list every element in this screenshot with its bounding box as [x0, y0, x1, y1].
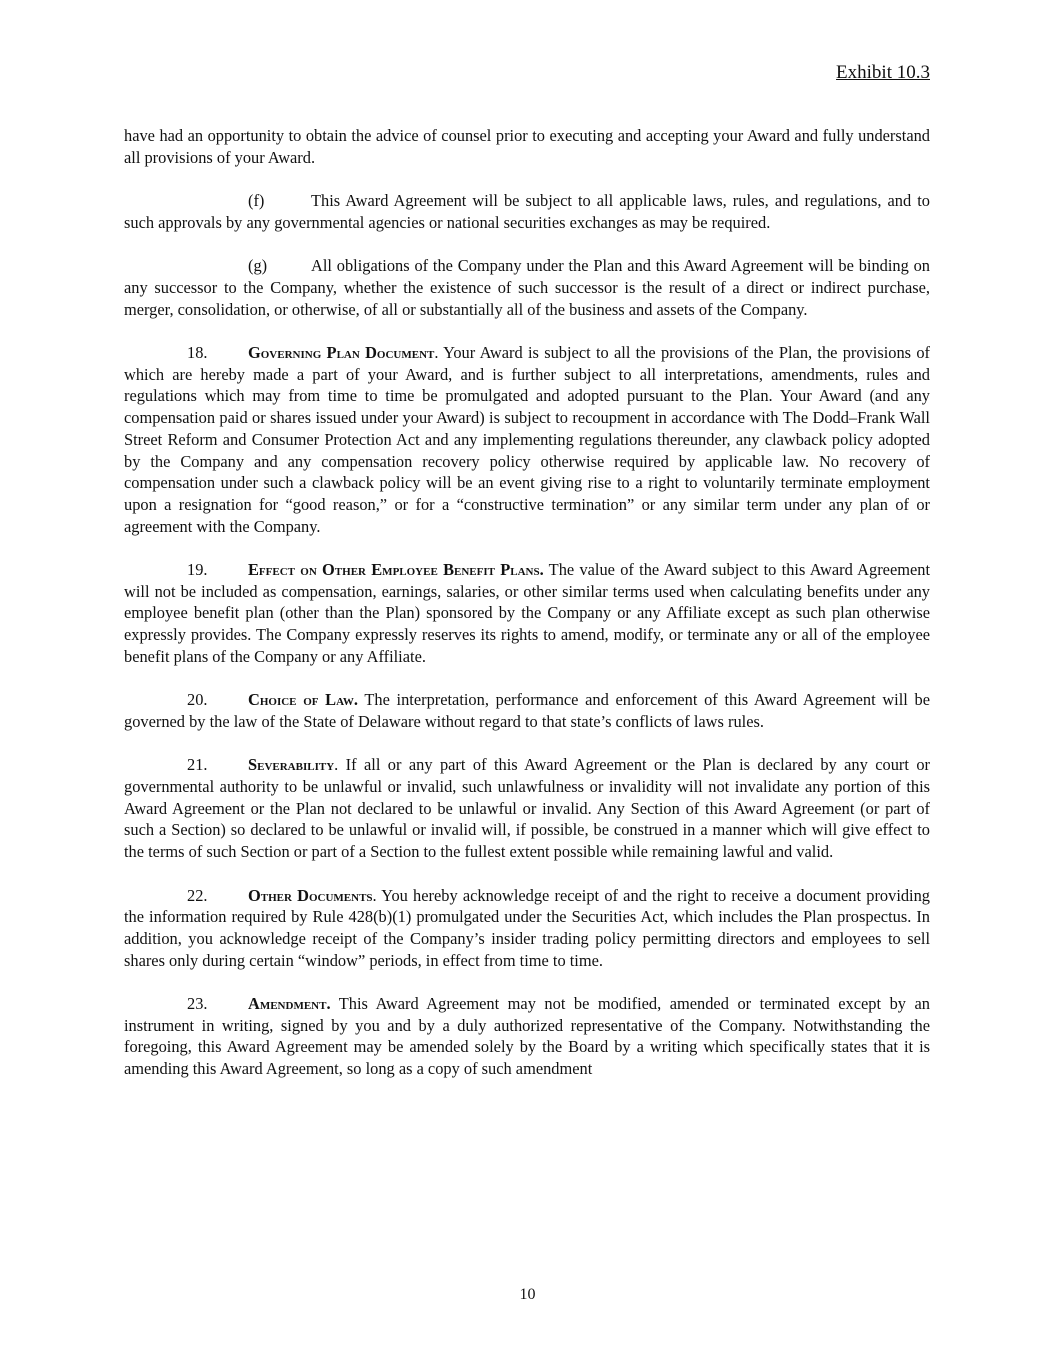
section-number: 22. — [187, 885, 208, 905]
paragraph-text: have had an opportunity to obtain the advice of counsel prior to executing and accepting your Award and fully understand all provisions of your Award. — [124, 126, 930, 167]
section-heading: Effect on Other Employee Benefit Plans. — [248, 560, 544, 579]
section-number: 20. — [187, 690, 208, 710]
section-20 — [124, 689, 930, 732]
section-number: 19. — [187, 560, 208, 579]
section-heading: Amendment. — [248, 994, 331, 1013]
section-text: . You hereby acknowledge receipt of and the right to receive a document providing the information required by Rule 428(b)(1) promulgated under the Securities Act, which includes the Plan prospectus. In addition, you acknowledge receipt of the Company’s insider trading policy permitting directors and employees to sell shares only during certain “window” periods, in effect from time to time. — [124, 885, 931, 970]
section-text: The interpretation, performance and enforcement of this Award Agreement will be governed by the law of the State of Delaware without regard to that state’s conflicts of laws rules. — [124, 690, 930, 731]
paragraph-text: All obligations of the Company under the Plan and this Award Agreement will be binding on any successor to the Company, whether the existence of such successor is the result of a direct or indirect purchase, merger, consolidation, or otherwise, of all or substantially all of the business and assets of the Company. — [124, 256, 930, 319]
paragraph-text: This Award Agreement will be subject to all applicable laws, rules, and regulations, and to such approvals by any governmental agencies or national securities exchanges as may be required. — [124, 191, 930, 232]
paragraph-label: (f) — [248, 191, 265, 211]
section-heading: Choice of Law. — [248, 690, 358, 710]
section-heading: Governing Plan Document — [248, 342, 435, 362]
section-number: 18. — [187, 342, 208, 362]
section-text: The value of the Award subject to this Award Agreement will not be included as compensation, earnings, salaries, or other similar terms used when calculating benefits under any employee benefit plan (other than the Plan) sponsored by the Company or any Affiliate except as such plan otherwise expressly provides. The Company expressly reserves its rights to amend, modify, or terminate any or all of the employee benefit plans of the Company or any Affiliate. — [124, 560, 930, 666]
section-23 — [124, 993, 930, 1080]
paragraph-f — [124, 190, 930, 233]
page-number: 10 — [519, 1286, 536, 1303]
section-text: . If all or any part of this Award Agreement or the Plan is declared by any court or governmental authority to be unlawful or invalid, such unlawfulness or invalidity will not invalidate any portion of this Award Agreement or the Plan not declared to be unlawful or invalid. Any Section of this Award Agreement (or part of such a Section) so declared to be unlawful or invalid will, if possible, be construed in a manner which will give effect to the terms of such Section or part of a Section to the fullest extent possible while remaining lawful and valid. — [124, 755, 930, 862]
document-body — [124, 125, 930, 1102]
paragraph-label: (g) — [248, 256, 268, 276]
exhibit-label: Exhibit 10.3 — [836, 62, 930, 83]
paragraph-continuation — [124, 125, 930, 168]
section-text: . Your Award is subject to all the provisions of the Plan, the provisions of which are hereby made a part of your Award, and is further subject to all interpretations, amendments, rules and regulations which may from time to time be promulgated and adopted pursuant to the Plan. Your Award (and any compensation paid or shares issued under your Award) is subject to recoupment in accordance with The Dodd–Frank Wall Street Reform and Consumer Protection Act and any implementing regulations thereunder, any clawback policy adopted by the Company and any compensation recovery policy otherwise required by applicable law. No recovery of compensation under such a clawback policy will be an event giving rise to a right to voluntarily terminate employment upon a resignation for “good reason,” or for a “constructive termination” or any similar term under any plan of or agreement with the Company. — [124, 342, 930, 536]
paragraph-g — [124, 255, 930, 320]
section-heading: Severability — [248, 755, 335, 775]
section-text: This Award Agreement may not be modified, amended or terminated except by an instrument in writing, signed by you and by a duly authorized representative of the Company. Notwithstanding the foregoing, this Award Agreement may be amended solely by the Board by a writing which specifically states that it is amending this Award Agreement, so long as a copy of such amendment — [124, 994, 930, 1079]
section-22 — [124, 885, 930, 972]
section-heading: Other Documents — [248, 885, 373, 905]
section-number: 23. — [187, 994, 208, 1013]
section-number: 21. — [187, 755, 208, 775]
section-19 — [124, 559, 930, 668]
section-21 — [124, 754, 930, 863]
section-18 — [124, 342, 930, 537]
